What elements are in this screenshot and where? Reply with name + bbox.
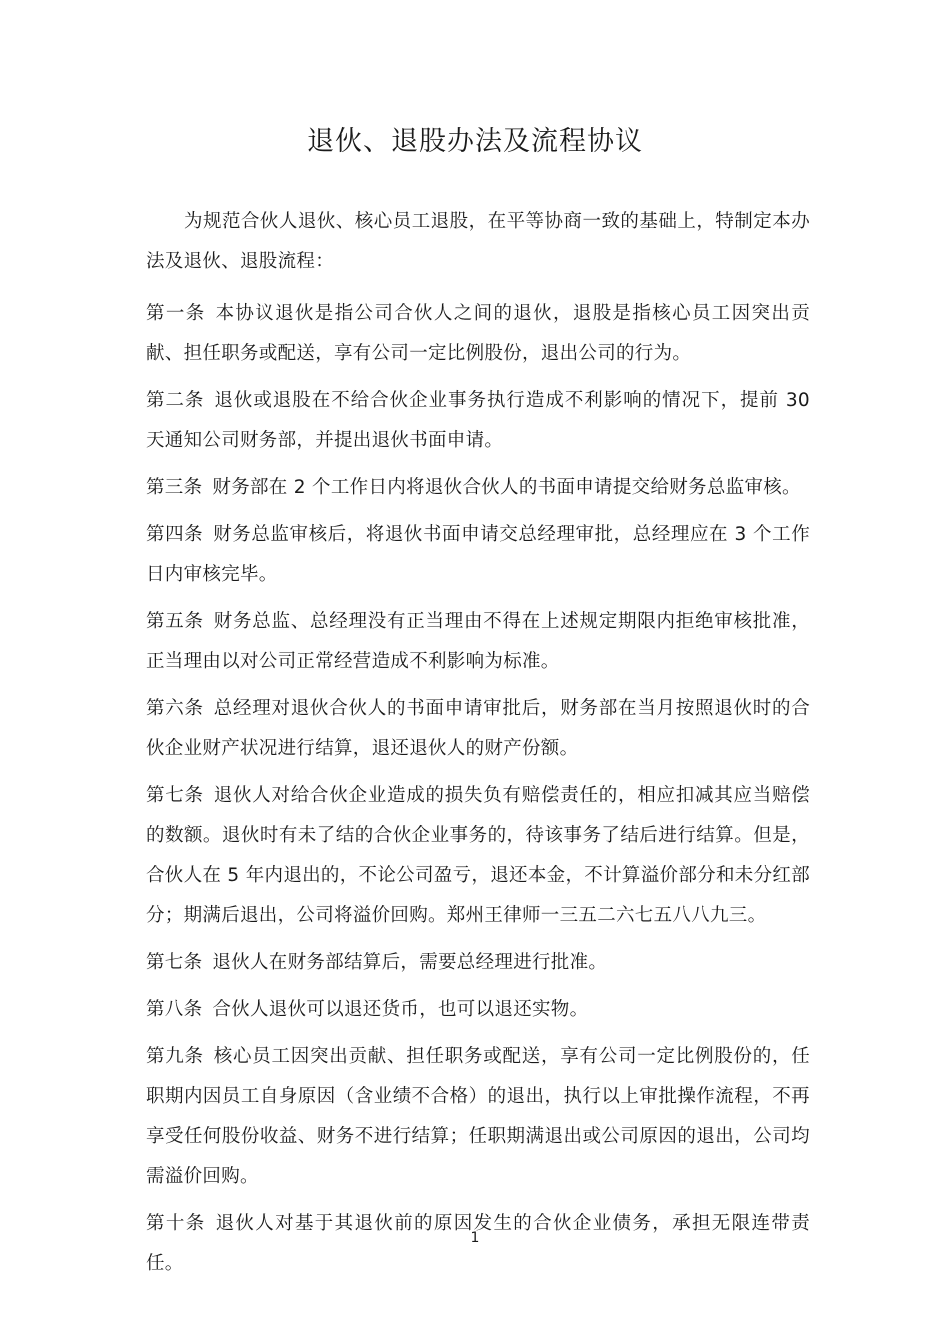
clause-paragraph [146,381,810,461]
clause-paragraph [146,515,810,595]
clause-text: 退伙人对给合伙企业造成的损失负有赔偿责任的，相应扣减其应当赔偿的数额。退伙时有未了结的合伙企业事务的，待该事务了结后进行结算。但是，合伙人在 5 年内退出的，不论公司盈亏，退还本金，不计算溢价部分和未分红部分；期满后退出，公司将溢价回购。郑州王律师一三五二六七五八八九三。 [146,785,810,926]
clause-text: 财务总监、总经理没有正当理由不得在上述规定期限内拒绝审核批准，正当理由以对公司正常经营造成不利影响为标准。 [146,611,810,672]
clause-paragraph [146,468,810,508]
clause-number: 第七条 [146,785,204,806]
clause-number: 第三条 [146,477,203,498]
clause-number: 第五条 [146,611,204,632]
clause-paragraph [146,689,810,769]
clause-number: 第七条 [146,952,203,973]
clause-number: 第一条 [146,303,206,324]
clause-text: 总经理对退伙合伙人的书面申请审批后，财务部在当月按照退伙时的合伙企业财产状况进行结算，退还退伙人的财产份额。 [146,698,810,759]
clause-text: 财务总监审核后，将退伙书面申请交总经理审批，总经理应在 3 个工作日内审核完毕。 [146,524,811,585]
clause-text: 退伙或退股在不给合伙企业事务执行造成不利影响的情况下，提前 30 天通知公司财务部，并提出退伙书面申请。 [146,390,810,451]
clause-paragraph [146,990,810,1030]
document-body [146,202,810,1291]
clause-text: 退伙人对基于其退伙前的原因发生的合伙企业债务，承担无限连带责任。 [146,1213,810,1274]
intro-paragraph: 为规范合伙人退伙、核心员工退股，在平等协商一致的基础上，特制定本办法及退伙、退股流程： [146,211,810,272]
clause-number: 第十条 [146,1213,206,1234]
clause-number: 第九条 [146,1046,204,1067]
clause-paragraph [146,776,810,936]
clause-text: 财务部在 2 个工作日内将退伙合伙人的书面申请提交给财务总监审核。 [212,477,801,498]
clause-number: 第六条 [146,698,204,719]
clause-paragraph [146,602,810,682]
page-number: 1 [470,1230,480,1246]
clause-number: 第八条 [146,999,203,1020]
clause-paragraph [146,943,810,983]
clause-text: 合伙人退伙可以退还货币，也可以退还实物。 [212,999,589,1020]
clause-paragraph [146,294,810,374]
clause-text: 退伙人在财务部结算后，需要总经理进行批准。 [212,952,608,973]
clause-text: 本协议退伙是指公司合伙人之间的退伙，退股是指核心员工因突出贡献、担任职务或配送，享有公司一定比例股份，退出公司的行为。 [146,303,810,364]
clause-paragraph [146,1037,810,1197]
clause-number: 第二条 [146,390,205,411]
document-title: 退伙、退股办法及流程协议 [307,126,643,157]
clause-text: 核心员工因突出贡献、担任职务或配送，享有公司一定比例股份的，任职期内因员工自身原因（含业绩不合格）的退出，执行以上审批操作流程，不再享受任何股份收益、财务不进行结算；任职期满退出或公司原因的退出，公司均需溢价回购。 [146,1046,810,1187]
clause-number: 第四条 [146,524,204,545]
